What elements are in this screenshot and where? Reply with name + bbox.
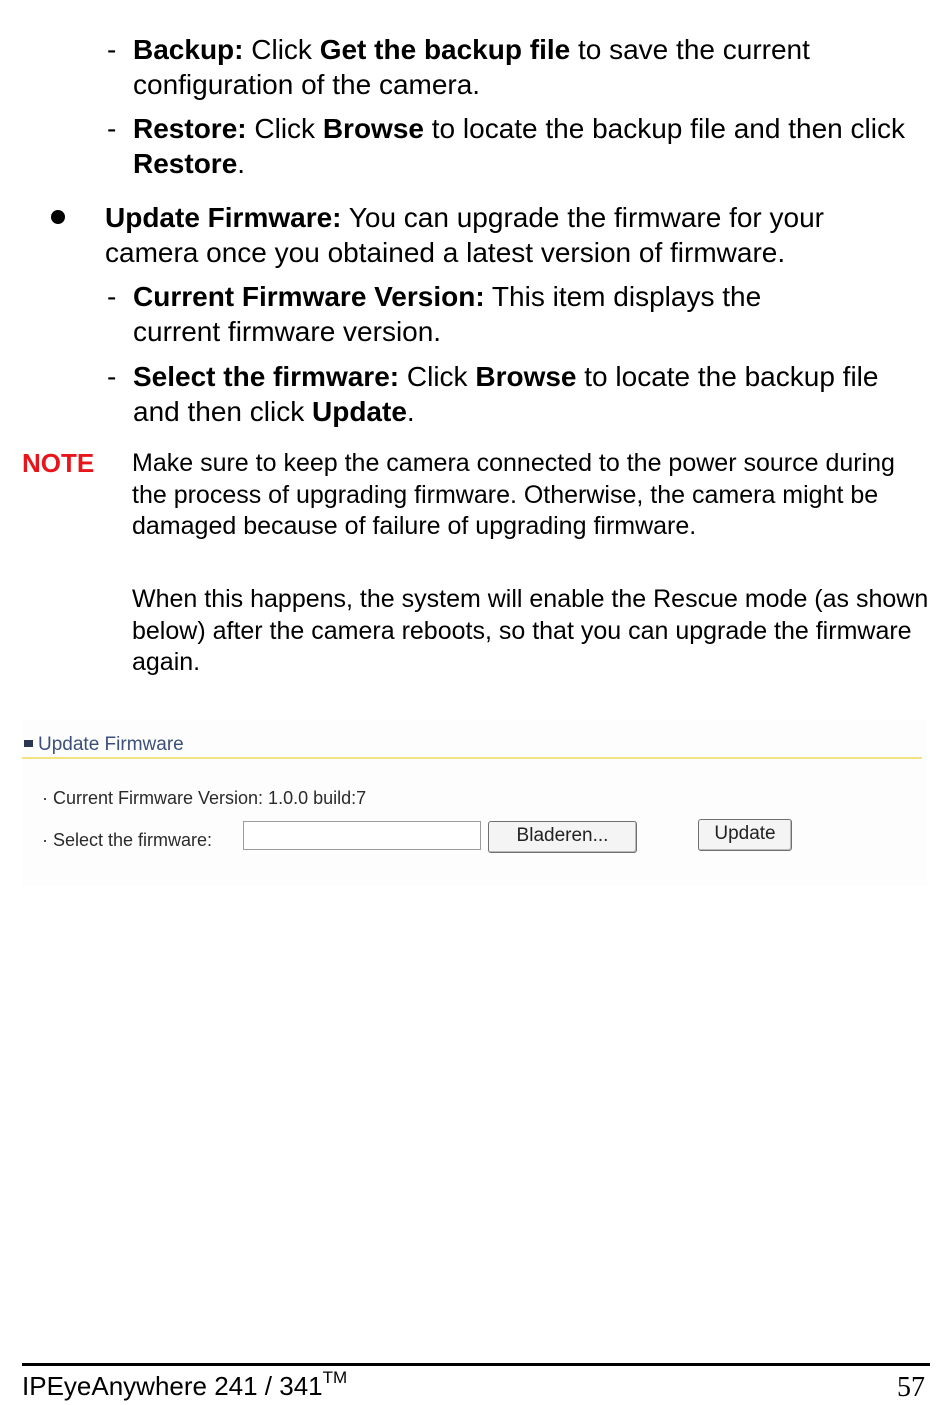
footer-divider	[22, 1363, 930, 1366]
update-firmware-item	[105, 200, 920, 270]
get-backup-file-term: Get the backup file	[319, 34, 571, 65]
trademark-symbol: TM	[322, 1368, 348, 1387]
browse-term-2: Browse	[475, 361, 577, 392]
restore-term: Restore	[133, 148, 238, 179]
backup-text-1: Click	[243, 34, 320, 65]
ui-title-divider	[22, 757, 922, 759]
note-paragraph-1: Make sure to keep the camera connected to the power source during the process of upgrading firmware. Otherwise, the camera might be damaged because of failure of upgrading firmware.	[132, 449, 895, 540]
restore-text-3: .	[237, 148, 246, 179]
current-version-item	[133, 279, 843, 349]
restore-text-1: Click	[246, 113, 323, 144]
backup-text-2: to save the current configuration of the camera.	[133, 34, 810, 100]
bullet-icon	[51, 210, 65, 224]
product-name: IPEyeAnywhere 241 / 341	[22, 1371, 323, 1401]
restore-item	[133, 111, 923, 181]
ui-current-version-label: · Current Firmware Version: 1.0.0 build:7	[42, 788, 367, 808]
select-firmware-text-3: .	[406, 396, 415, 427]
update-firmware-label: Update Firmware:	[105, 202, 342, 233]
select-firmware-item	[133, 359, 923, 429]
restore-dash: -	[107, 113, 117, 144]
update-firmware-screenshot	[22, 720, 927, 885]
update-button[interactable]: Update	[698, 819, 792, 851]
select-firmware-text-2: to locate the backup file and then click	[133, 361, 879, 427]
footer-product	[22, 1370, 347, 1402]
backup-dash: -	[107, 34, 117, 65]
backup-item	[133, 32, 923, 102]
browse-button[interactable]: Bladeren...	[488, 821, 637, 853]
current-version-text: This item displays the current firmware version.	[133, 281, 762, 347]
note-paragraph-2: When this happens, the system will enable the Rescue mode (as shown below) after the camera reboots, so that you can upgrade the firmware again.	[132, 585, 929, 676]
select-firmware-dash: -	[107, 361, 117, 392]
page-number: 57	[897, 1372, 925, 1403]
update-firmware-text: You can upgrade the firmware for your camera once you obtained a latest version of firmware.	[105, 202, 825, 268]
update-term: Update	[312, 396, 407, 427]
firmware-file-input[interactable]	[243, 821, 481, 850]
ui-section-title	[24, 734, 184, 756]
backup-label: Backup:	[133, 34, 244, 65]
square-bullet-icon	[24, 740, 33, 747]
select-firmware-text-1: Click	[399, 361, 476, 392]
note-label: NOTE	[22, 448, 95, 478]
select-firmware-label: Select the firmware:	[133, 361, 400, 392]
restore-label: Restore:	[133, 113, 247, 144]
current-version-label: Current Firmware Version:	[133, 281, 485, 312]
browse-term: Browse	[322, 113, 424, 144]
current-version-dash: -	[107, 281, 117, 312]
ui-select-firmware-label: · Select the firmware:	[42, 830, 213, 850]
restore-text-2: to locate the backup file and then click	[423, 113, 905, 144]
ui-title-text: Update Firmware	[38, 734, 184, 755]
